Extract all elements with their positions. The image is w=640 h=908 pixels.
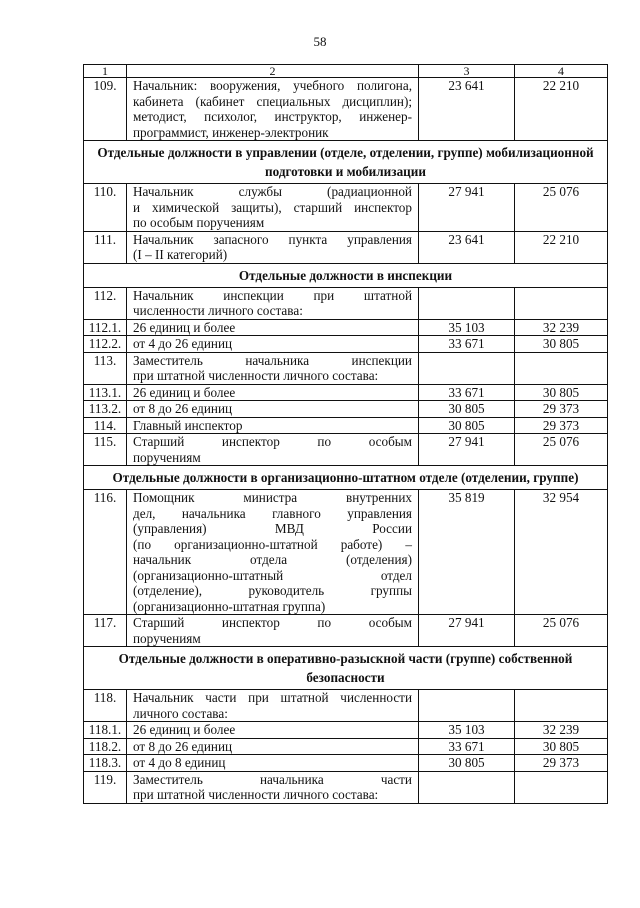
item-number: 109. [84,78,127,141]
table-row [84,738,608,755]
description-line: 26 единиц и более [133,319,236,335]
item-number: 118.3. [84,755,127,772]
position-description [127,352,419,384]
table-row [84,771,608,803]
salary-col3: 35 819 [419,490,515,615]
item-number: 113.1. [84,384,127,401]
description-line: при штатной численности личного состава: [133,787,379,802]
description-line: поручениям [133,449,201,465]
description-line: и химической защиты), старший инспектор [133,199,412,215]
salary-col4 [515,771,608,803]
column-number: 3 [419,65,515,78]
table-row [84,490,608,615]
description-line: Старший инспектор по особым [133,615,412,630]
salary-col4: 32 239 [515,722,608,739]
salary-col4 [515,352,608,384]
description-line: от 4 до 26 единиц [133,336,233,351]
table-row [84,615,608,647]
description-line: Заместитель начальника части [133,771,412,787]
salary-col3: 35 103 [419,722,515,739]
salary-col3: 27 941 [419,615,515,647]
item-number: 112.1. [84,319,127,336]
salary-col4: 25 076 [515,184,608,232]
section-title: Отдельные должности в оперативно-разыскной части (группе) собственной безопасности [84,647,608,690]
position-description [127,722,419,739]
item-number: 111. [84,231,127,263]
salary-col4: 25 076 [515,434,608,466]
salary-col4: 30 805 [515,384,608,401]
table-row [84,78,608,141]
salary-col4: 22 210 [515,78,608,141]
item-number: 115. [84,434,127,466]
description-line: 26 единиц и более [133,722,236,737]
table-row [84,434,608,466]
salary-col4: 29 373 [515,401,608,418]
table-row [84,722,608,739]
salary-col3: 33 671 [419,384,515,401]
description-line: (по организационно-штатной работе) – [133,536,412,552]
section-title: Отдельные должности в организационно-штатном отделе (отделении, группе) [84,466,608,490]
salary-col4: 29 373 [515,417,608,434]
table-row [84,319,608,336]
table-row [84,184,608,232]
description-line: (организационно-штатная группа) [133,598,326,614]
salary-col3: 23 641 [419,231,515,263]
position-description [127,417,419,434]
table-row [84,417,608,434]
position-description [127,738,419,755]
description-line: Начальник части при штатной численности [133,690,412,705]
description-line: от 4 до 8 единиц [133,755,226,770]
table-row [84,352,608,384]
item-number: 119. [84,771,127,803]
section-header-row [84,141,608,184]
description-line: кабинета (кабинет специальных дисциплин); [133,93,412,109]
description-line: по особым поручениям [133,215,265,230]
position-description [127,231,419,263]
table-row [84,287,608,319]
description-line: Начальник: вооружения, учебного полигона, [133,78,412,93]
table-row [84,755,608,772]
position-description [127,401,419,418]
table-row [84,231,608,263]
table-row [84,690,608,722]
salary-col4: 29 373 [515,755,608,772]
description-line: личного состава: [133,705,228,721]
column-number: 2 [127,65,419,78]
description-line: Заместитель начальника инспекции [133,352,412,368]
description-line: 26 единиц и более [133,384,236,400]
salary-col4: 30 805 [515,738,608,755]
item-number: 118.1. [84,722,127,739]
salary-col3: 33 671 [419,336,515,353]
salary-col4: 22 210 [515,231,608,263]
table-row [84,401,608,418]
table-row [84,336,608,353]
section-header-row [84,647,608,690]
position-description [127,434,419,466]
salary-col3: 27 941 [419,434,515,466]
salary-col4 [515,287,608,319]
salary-col3 [419,287,515,319]
page-number: 58 [313,34,327,49]
column-number-row [84,65,608,78]
description-line: Помощник министра внутренних [133,490,412,505]
position-description [127,771,419,803]
description-line: (управления) МВД России [133,521,412,536]
salary-col3: 30 805 [419,417,515,434]
description-line: начальник отдела (отделения) [133,552,412,567]
section-header-row [84,263,608,287]
item-number: 117. [84,615,127,647]
column-number: 4 [515,65,608,78]
item-number: 112.2. [84,336,127,353]
salary-col3 [419,352,515,384]
salary-col3 [419,690,515,722]
position-description [127,78,419,141]
description-line: поручениям [133,630,201,646]
description-line: от 8 до 26 единиц [133,401,233,416]
description-line: Главный инспектор [133,417,243,433]
position-description [127,384,419,401]
description-line: (организационно-штатный отдел [133,567,412,583]
item-number: 116. [84,490,127,615]
section-header-row [84,466,608,490]
item-number: 118.2. [84,738,127,755]
salary-col3: 23 641 [419,78,515,141]
description-line: Начальник запасного пункта управления [133,231,412,247]
salary-col4: 30 805 [515,336,608,353]
salary-col3: 33 671 [419,738,515,755]
salary-col4: 32 239 [515,319,608,336]
salary-col4: 25 076 [515,615,608,647]
position-description [127,184,419,232]
description-line: Старший инспектор по особым [133,434,412,449]
description-line: Начальник службы (радиационной [133,184,412,199]
salary-col4: 32 954 [515,490,608,615]
item-number: 118. [84,690,127,722]
section-title: Отдельные должности в инспекции [84,263,608,287]
description-line: методист, психолог, инструктор, инженер- [133,109,412,124]
item-number: 113.2. [84,401,127,418]
position-description [127,615,419,647]
item-number: 113. [84,352,127,384]
position-description [127,690,419,722]
description-line: дел, начальника главного управления [133,505,412,521]
item-number: 114. [84,417,127,434]
salary-col3 [419,771,515,803]
description-line: численности личного состава: [133,303,303,318]
item-number: 110. [84,184,127,232]
item-number: 112. [84,287,127,319]
description-line: Начальник инспекции при штатной [133,287,412,303]
position-description [127,336,419,353]
description-line: (отделение), руководитель группы [133,583,412,598]
salary-col3: 30 805 [419,401,515,418]
table-row [84,384,608,401]
position-description [127,319,419,336]
salary-table [83,64,608,804]
description-line: при штатной численности личного состава: [133,368,379,383]
salary-col3: 35 103 [419,319,515,336]
salary-col3: 27 941 [419,184,515,232]
salary-col3: 30 805 [419,755,515,772]
salary-col4 [515,690,608,722]
column-number: 1 [84,65,127,78]
section-title: Отдельные должности в управлении (отделе, отделении, группе) мобилизационной подготовки и мобилизации [84,141,608,184]
description-line: (I – II категорий) [133,247,228,262]
description-line: от 8 до 26 единиц [133,738,233,754]
position-description [127,490,419,615]
position-description [127,755,419,772]
description-line: программист, инженер-электроник [133,124,329,140]
position-description [127,287,419,319]
